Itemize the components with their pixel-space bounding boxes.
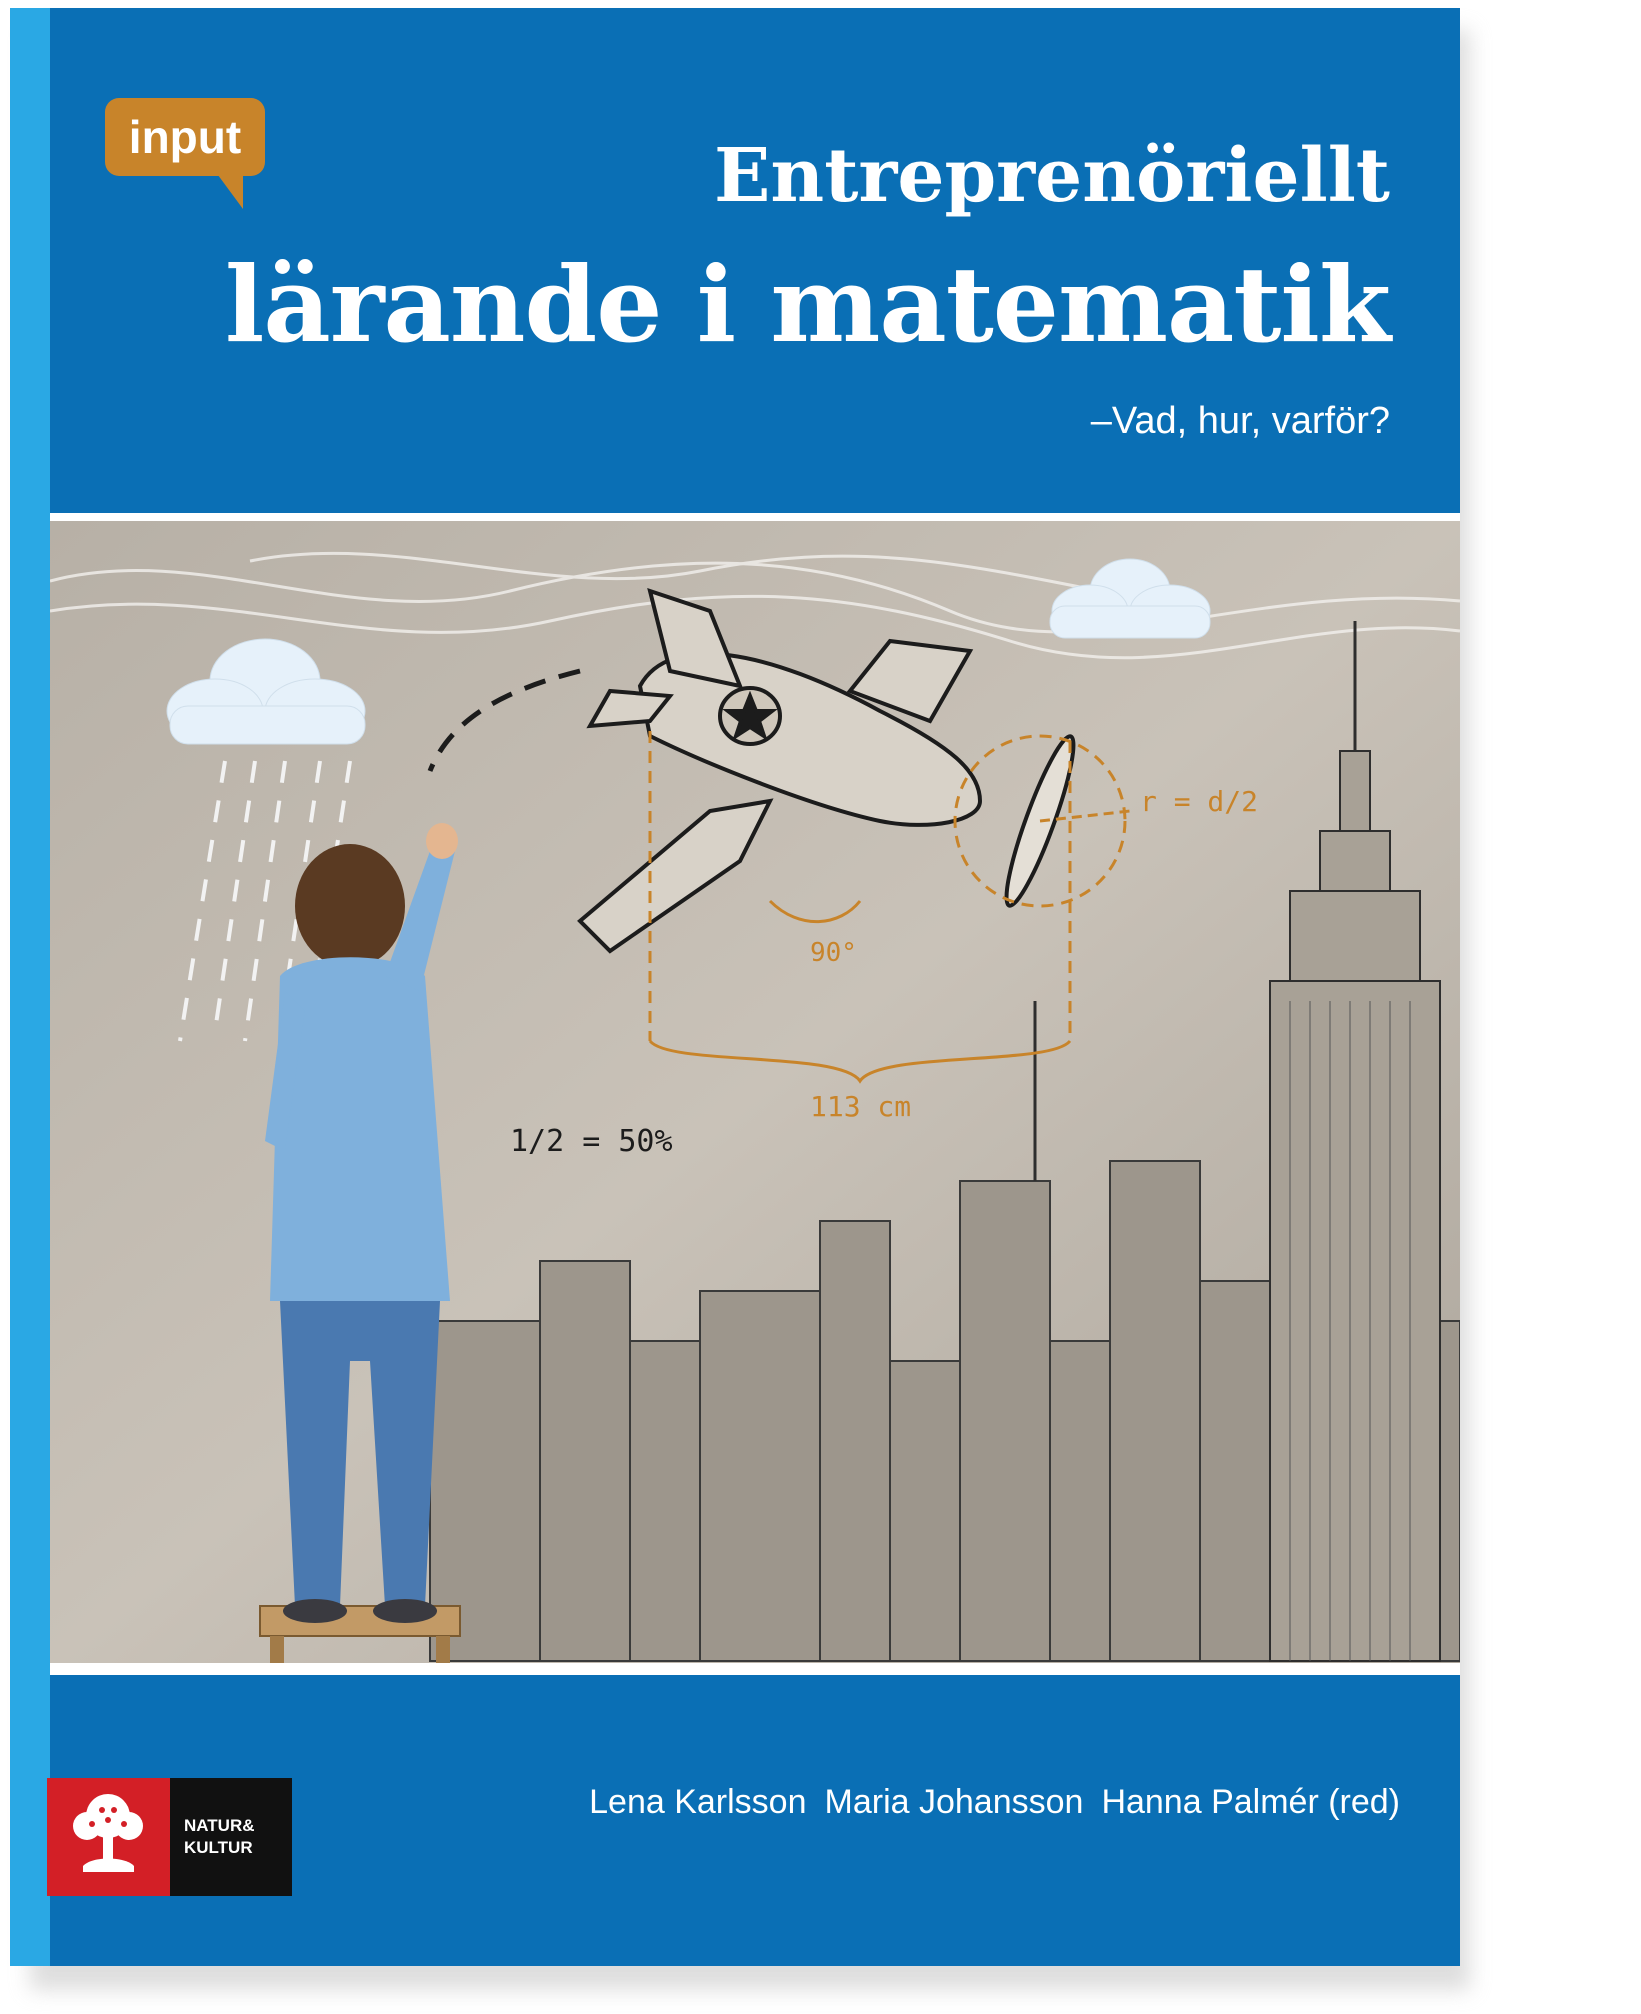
radius-formula: r = d/2 <box>1140 785 1259 818</box>
cover-illustration <box>50 521 1460 1663</box>
series-logo: input <box>105 98 265 176</box>
fraction-label: 1/2 = 50% <box>510 1124 673 1159</box>
author-list <box>571 1783 1400 1822</box>
author-name: Hanna Palmér (red) <box>1101 1783 1400 1821</box>
series-logo-tail <box>215 171 243 209</box>
title-line-2: lärande i matematik <box>224 243 1390 366</box>
publisher-logo <box>47 1778 292 1896</box>
publisher-tree-icon <box>47 1778 170 1896</box>
subtitle: –Vad, hur, varför? <box>1090 400 1390 442</box>
cover-spine <box>10 8 50 1966</box>
author-name: Maria Johansson <box>824 1783 1084 1821</box>
book-cover <box>10 8 1460 1966</box>
publisher-line-1: NATUR& <box>184 1816 255 1835</box>
cover-illustration-frame <box>50 513 1460 1675</box>
title-line-1: Entreprenöriellt <box>713 133 1390 219</box>
author-name: Lena Karlsson <box>589 1783 807 1821</box>
publisher-wordmark <box>170 1778 292 1896</box>
width-label: 113 cm <box>810 1090 912 1123</box>
publisher-line-2: KULTUR <box>184 1838 253 1857</box>
angle-label: 90° <box>810 938 857 968</box>
